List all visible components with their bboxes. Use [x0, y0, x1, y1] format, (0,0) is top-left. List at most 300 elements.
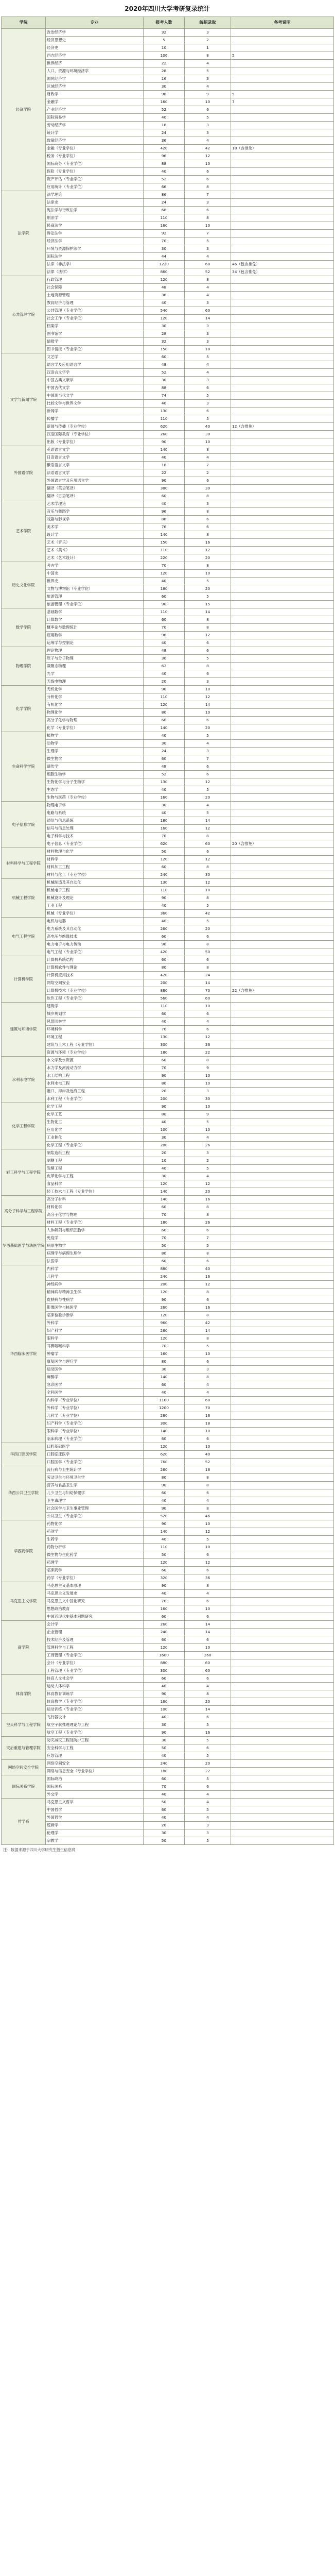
remark-cell [231, 1296, 334, 1304]
applicants-cell: 70 [144, 1598, 185, 1605]
remark-cell [231, 1134, 334, 1142]
applicants-cell: 50 [144, 1799, 185, 1806]
major-cell: 国民经济学 [46, 75, 144, 83]
applicants-cell: 960 [144, 1319, 185, 1327]
admitted-cell: 12 [185, 1033, 231, 1041]
major-cell: 戏剧与影视学 [46, 516, 144, 523]
remark-cell [231, 802, 334, 809]
table-row [2, 1366, 334, 1374]
major-cell: 港口、海岸及近海工程 [46, 1088, 144, 1095]
applicants-cell: 52 [144, 176, 185, 183]
admitted-cell: 8 [185, 52, 231, 60]
major-cell: 临床病理（专业学位） [46, 1435, 144, 1443]
remark-cell [231, 1250, 334, 1258]
admitted-cell: 14 [185, 817, 231, 825]
admitted-cell: 52 [185, 268, 231, 276]
major-cell: 应用化学 [46, 1126, 144, 1134]
table-row [2, 1598, 334, 1605]
major-cell: 肿瘤学 [46, 1350, 144, 1358]
table-row [2, 678, 334, 686]
admitted-cell: 4 [185, 253, 231, 261]
major-cell: 生物化学与分子生物学 [46, 778, 144, 786]
major-cell: 内科学（专业学位） [46, 1397, 144, 1404]
major-cell: 人体解剖与组织胚胎学 [46, 1227, 144, 1234]
major-cell: 中国史 [46, 570, 144, 578]
applicants-cell: 92 [144, 230, 185, 238]
major-cell: 资源与环境（专业学位） [46, 1049, 144, 1057]
applicants-cell: 90 [144, 1520, 185, 1528]
remark-cell [231, 1652, 334, 1659]
remark-cell: 34（包含推免） [231, 268, 334, 276]
remark-cell [231, 1227, 334, 1234]
table-row [2, 176, 334, 183]
remark-cell [231, 755, 334, 763]
admitted-cell: 26 [185, 1219, 231, 1227]
applicants-cell: 260 [144, 1466, 185, 1474]
applicants-cell: 140 [144, 1188, 185, 1196]
remark-cell [231, 995, 334, 1003]
table-row [2, 925, 334, 933]
major-cell: 翻译（英语笔译） [46, 485, 144, 493]
applicants-cell: 24 [144, 199, 185, 207]
admitted-cell: 5 [185, 655, 231, 663]
admitted-cell: 12 [185, 693, 231, 701]
admitted-cell: 4 [185, 83, 231, 91]
remark-cell [231, 887, 334, 894]
admitted-cell: 6 [185, 384, 231, 392]
admitted-cell: 8 [185, 964, 231, 972]
college-cell: 华西口腔医学院 [2, 1443, 46, 1466]
remark-cell [231, 1041, 334, 1049]
major-cell: 口腔医学（专业学位） [46, 1459, 144, 1466]
table-row [2, 83, 334, 91]
remark-cell [231, 1690, 334, 1698]
admitted-cell: 12 [185, 879, 231, 887]
admitted-cell: 3 [185, 1149, 231, 1157]
major-cell: 行政管理 [46, 276, 144, 284]
college-cell: 高分子科学与工程学院 [2, 1196, 46, 1227]
remark-cell [231, 1335, 334, 1343]
admitted-cell: 20 [185, 1760, 231, 1768]
remark-cell [231, 1659, 334, 1667]
college-cell: 生命科学学院 [2, 732, 46, 802]
table-row [2, 570, 334, 578]
major-cell: 儿科学 [46, 1273, 144, 1281]
major-cell: 西方经济学 [46, 52, 144, 60]
admitted-cell: 10 [185, 1072, 231, 1080]
remark-cell [231, 794, 334, 802]
admitted-cell: 8 [185, 1289, 231, 1296]
applicants-cell: 110 [144, 1544, 185, 1551]
applicants-cell: 30 [144, 1134, 185, 1142]
admitted-cell: 6 [185, 771, 231, 778]
remark-cell [231, 315, 334, 323]
applicants-cell: 520 [144, 1513, 185, 1520]
major-cell: 文物与博物馆（专业学位） [46, 585, 144, 593]
remark-cell [231, 1188, 334, 1196]
remark-cell [231, 1629, 334, 1636]
major-cell: 中国现当代文学 [46, 392, 144, 400]
applicants-cell: 106 [144, 52, 185, 60]
major-cell: 制糖工程 [46, 1157, 144, 1165]
applicants-cell: 200 [144, 1095, 185, 1103]
applicants-cell: 130 [144, 879, 185, 887]
table-row [2, 1652, 334, 1659]
remark-cell [231, 1343, 334, 1350]
applicants-cell: 40 [144, 1536, 185, 1544]
remark-cell [231, 1072, 334, 1080]
table-row [2, 1204, 334, 1211]
remark-cell [231, 1258, 334, 1265]
applicants-cell: 90 [144, 1103, 185, 1111]
remark-cell [231, 925, 334, 933]
table-row [2, 1118, 334, 1126]
applicants-cell: 10 [144, 1157, 185, 1165]
admitted-cell: 14 [185, 1706, 231, 1714]
admitted-cell: 8 [185, 1335, 231, 1343]
applicants-cell: 40 [144, 500, 185, 508]
table-row [2, 778, 334, 786]
major-cell: 电路与系统 [46, 809, 144, 817]
applicants-cell: 52 [144, 106, 185, 114]
admitted-cell: 16 [185, 1273, 231, 1281]
major-cell: 水利工程（专业学位） [46, 1095, 144, 1103]
remark-cell [231, 809, 334, 817]
major-cell: 内科学 [46, 1265, 144, 1273]
remark-cell [231, 632, 334, 639]
table-row [2, 1482, 334, 1489]
admitted-cell: 42 [185, 145, 231, 152]
applicants-cell: 120 [144, 570, 185, 578]
major-cell: 发酵工程 [46, 1165, 144, 1173]
admitted-cell: 40 [185, 423, 231, 431]
admitted-cell: 8 [185, 531, 231, 539]
admitted-cell: 50 [185, 948, 231, 956]
admitted-cell: 8 [185, 616, 231, 624]
admitted-cell: 20 [185, 925, 231, 933]
college-cell: 艺术学院 [2, 500, 46, 562]
table-row [2, 887, 334, 894]
table-row [2, 910, 334, 918]
admitted-cell: 4 [185, 1497, 231, 1505]
admitted-cell: 3 [185, 1829, 231, 1837]
table-row [2, 238, 334, 245]
table-row [2, 1744, 334, 1752]
applicants-cell: 40 [144, 1018, 185, 1026]
college-cell: 空天科学与工程学院 [2, 1714, 46, 1737]
major-cell: 企业管理 [46, 1629, 144, 1636]
applicants-cell: 90 [144, 1296, 185, 1304]
applicants-cell: 140 [144, 1428, 185, 1435]
admitted-cell: 6 [185, 1567, 231, 1574]
applicants-cell: 100 [144, 1706, 185, 1714]
admitted-cell: 10 [185, 1544, 231, 1551]
applicants-cell: 150 [144, 539, 185, 547]
admitted-cell: 7 [185, 191, 231, 199]
admitted-cell: 6 [185, 1435, 231, 1443]
admitted-cell: 8 [185, 863, 231, 871]
major-cell: 中国近现代史基本问题研究 [46, 1613, 144, 1621]
table-row [2, 183, 334, 191]
applicants-cell: 560 [144, 995, 185, 1003]
major-cell: 统计学 [46, 129, 144, 137]
remark-cell [231, 1528, 334, 1536]
remark-cell [231, 129, 334, 137]
major-cell: 航空宇航推进理论与工程 [46, 1721, 144, 1729]
applicants-cell: 860 [144, 268, 185, 276]
table-row [2, 786, 334, 794]
applicants-cell: 32 [144, 29, 185, 37]
header-remark: 备考说明 [231, 17, 334, 29]
applicants-cell: 90 [144, 1582, 185, 1590]
remark-cell [231, 353, 334, 361]
admitted-cell: 4 [185, 454, 231, 462]
admitted-cell: 6 [185, 1551, 231, 1559]
college-cell: 计算机学院 [2, 956, 46, 1003]
applicants-cell: 1100 [144, 1397, 185, 1404]
major-cell: 艺术学理论 [46, 500, 144, 508]
table-row [2, 585, 334, 593]
admitted-cell: 60 [185, 1667, 231, 1675]
college-cell: 文学与新闻学院 [2, 353, 46, 446]
major-cell: 口腔临床医学 [46, 1451, 144, 1459]
admitted-cell: 4 [185, 60, 231, 67]
major-cell: 药学（专业学位） [46, 1574, 144, 1582]
major-cell: 神经病学 [46, 1281, 144, 1289]
major-cell: 制浆造纸工程 [46, 1149, 144, 1157]
table-row [2, 377, 334, 384]
admitted-cell: 20 [185, 554, 231, 562]
table-row [2, 98, 334, 106]
admitted-cell: 1 [185, 44, 231, 52]
table-row [2, 106, 334, 114]
college-cell: 水利水电学院 [2, 1057, 46, 1103]
applicants-cell: 130 [144, 408, 185, 415]
major-cell: 外国哲学 [46, 1814, 144, 1822]
admitted-cell: 8 [185, 493, 231, 500]
admitted-cell: 6 [185, 1613, 231, 1621]
admitted-cell: 4 [185, 740, 231, 748]
applicants-cell: 60 [144, 717, 185, 724]
remark-cell [231, 438, 334, 446]
applicants-cell: 70 [144, 562, 185, 570]
admitted-cell: 8 [185, 183, 231, 191]
table-row [2, 956, 334, 964]
admitted-cell: 10 [185, 1126, 231, 1134]
table-row [2, 346, 334, 353]
header-admitted: 统招录取 [185, 17, 231, 29]
remark-cell [231, 531, 334, 539]
table-row [2, 639, 334, 647]
applicants-cell: 40 [144, 786, 185, 794]
remark-cell [231, 593, 334, 601]
admitted-cell: 68 [185, 261, 231, 268]
major-cell: 土地资源管理 [46, 292, 144, 299]
applicants-cell: 30 [144, 83, 185, 91]
major-cell: 世界史 [46, 578, 144, 585]
admitted-cell: 5 [185, 593, 231, 601]
college-cell: 电气工程学院 [2, 918, 46, 956]
table-row [2, 562, 334, 570]
applicants-cell: 90 [144, 1690, 185, 1698]
table-row [2, 462, 334, 469]
remark-cell [231, 655, 334, 663]
major-cell: 档案学 [46, 323, 144, 330]
table-row [2, 1165, 334, 1173]
table-row [2, 539, 334, 547]
remark-cell [231, 1536, 334, 1544]
admitted-cell: 8 [185, 894, 231, 902]
table-row [2, 1273, 334, 1281]
major-cell: 公共管理（专业学位） [46, 307, 144, 315]
applicants-cell: 140 [144, 724, 185, 732]
major-cell: 劳动经济学 [46, 122, 144, 129]
remark-cell [231, 1319, 334, 1327]
admitted-cell: 20 [185, 794, 231, 802]
major-cell: 宗教学 [46, 1837, 144, 1845]
major-cell: 民商法学 [46, 222, 144, 230]
admitted-cell: 10 [185, 1003, 231, 1010]
applicants-cell: 120 [144, 1180, 185, 1188]
table-row [2, 469, 334, 477]
applicants-cell: 880 [144, 1265, 185, 1273]
remark-cell [231, 740, 334, 748]
remark-cell [231, 1791, 334, 1799]
admitted-cell: 5 [185, 1775, 231, 1783]
table-row [2, 608, 334, 616]
table-row [2, 995, 334, 1003]
major-cell: 国际关系 [46, 1783, 144, 1791]
table-row [2, 802, 334, 809]
admitted-cell: 22 [185, 1049, 231, 1057]
admitted-cell: 4 [185, 1683, 231, 1690]
applicants-cell: 40 [144, 114, 185, 122]
major-cell: 外交学 [46, 1791, 144, 1799]
table-row [2, 1528, 334, 1536]
major-cell: 工业工程 [46, 902, 144, 910]
major-cell: 体育人文社会学 [46, 1675, 144, 1683]
remark-cell [231, 670, 334, 678]
major-cell: 风景园林学 [46, 1018, 144, 1026]
admitted-cell: 5 [185, 786, 231, 794]
remark-cell [231, 1806, 334, 1814]
table-row [2, 516, 334, 523]
major-cell: 眼科学 [46, 1335, 144, 1343]
admitted-cell: 6 [185, 956, 231, 964]
major-cell: 思想政治教育 [46, 1605, 144, 1613]
major-cell: 城乡规划学 [46, 1010, 144, 1018]
admitted-cell: 42 [185, 1319, 231, 1327]
table-row [2, 1088, 334, 1095]
applicants-cell: 28 [144, 67, 185, 75]
footnote: 注：数据来源于四川大学研究生招生信息网 [3, 1848, 76, 1852]
table-row [2, 1714, 334, 1721]
remark-cell [231, 678, 334, 686]
major-cell: 流行病与卫生统计学 [46, 1466, 144, 1474]
table-row [2, 1095, 334, 1103]
college-cell: 华西公共卫生学院 [2, 1466, 46, 1520]
table-row [2, 1605, 334, 1613]
remark-cell [231, 199, 334, 207]
major-cell: 区域经济学 [46, 83, 144, 91]
remark-cell [231, 578, 334, 585]
table-row [2, 214, 334, 222]
admitted-cell: 5 [185, 1837, 231, 1845]
remark-cell [231, 245, 334, 253]
table-row [2, 1428, 334, 1435]
table-row [2, 67, 334, 75]
remark-cell [231, 137, 334, 145]
admitted-cell: 6 [185, 1026, 231, 1033]
remark-cell [231, 183, 334, 191]
remark-cell [231, 918, 334, 925]
major-cell: 生物化工 [46, 1118, 144, 1126]
remark-cell [231, 1397, 334, 1404]
admitted-cell: 10 [185, 1350, 231, 1358]
admitted-cell: 8 [185, 508, 231, 516]
admitted-cell: 5 [185, 353, 231, 361]
applicants-cell: 40 [144, 1389, 185, 1397]
admitted-cell: 260 [185, 1652, 231, 1659]
applicants-cell: 420 [144, 948, 185, 956]
major-cell: 免疫学 [46, 1234, 144, 1242]
table-row [2, 794, 334, 802]
table-row [2, 601, 334, 608]
admitted-cell: 8 [185, 1582, 231, 1590]
applicants-cell: 70 [144, 1211, 185, 1219]
page-title: 2020年四川大学考研复录统计 [125, 5, 210, 12]
major-cell: 翻译（日语笔译） [46, 493, 144, 500]
applicants-cell: 200 [144, 1281, 185, 1289]
table-row [2, 1814, 334, 1822]
admitted-cell: 10 [185, 1644, 231, 1652]
applicants-cell: 110 [144, 415, 185, 423]
applicants-cell: 88 [144, 516, 185, 523]
remark-cell [231, 1273, 334, 1281]
admitted-cell: 12 [185, 778, 231, 786]
table-row [2, 1343, 334, 1350]
applicants-cell: 120 [144, 1559, 185, 1567]
table-row [2, 338, 334, 346]
table-row [2, 933, 334, 941]
remark-cell [231, 1080, 334, 1088]
college-cell: 公共管理学院 [2, 276, 46, 353]
admitted-cell: 5 [185, 578, 231, 585]
applicants-cell: 62 [144, 663, 185, 670]
applicants-cell: 200 [144, 1142, 185, 1149]
applicants-cell: 160 [144, 794, 185, 802]
college-cell: 建筑与环境学院 [2, 1003, 46, 1057]
applicants-cell: 300 [144, 1420, 185, 1428]
remark-cell [231, 1489, 334, 1497]
applicants-cell: 160 [144, 1698, 185, 1706]
remark-cell [231, 647, 334, 655]
applicants-cell: 90 [144, 894, 185, 902]
admitted-cell: 60 [185, 995, 231, 1003]
table-row [2, 1412, 334, 1420]
remark-cell [231, 44, 334, 52]
major-cell: 材料学 [46, 856, 144, 863]
applicants-cell: 60 [144, 1775, 185, 1783]
major-cell: 原子与分子物理 [46, 655, 144, 663]
remark-cell [231, 1289, 334, 1296]
major-cell: 国际商务（专业学位） [46, 160, 144, 168]
remark-cell [231, 485, 334, 493]
major-cell: 金融学 [46, 98, 144, 106]
table-row [2, 547, 334, 554]
applicants-cell: 10 [144, 44, 185, 52]
remark-cell [231, 1459, 334, 1466]
